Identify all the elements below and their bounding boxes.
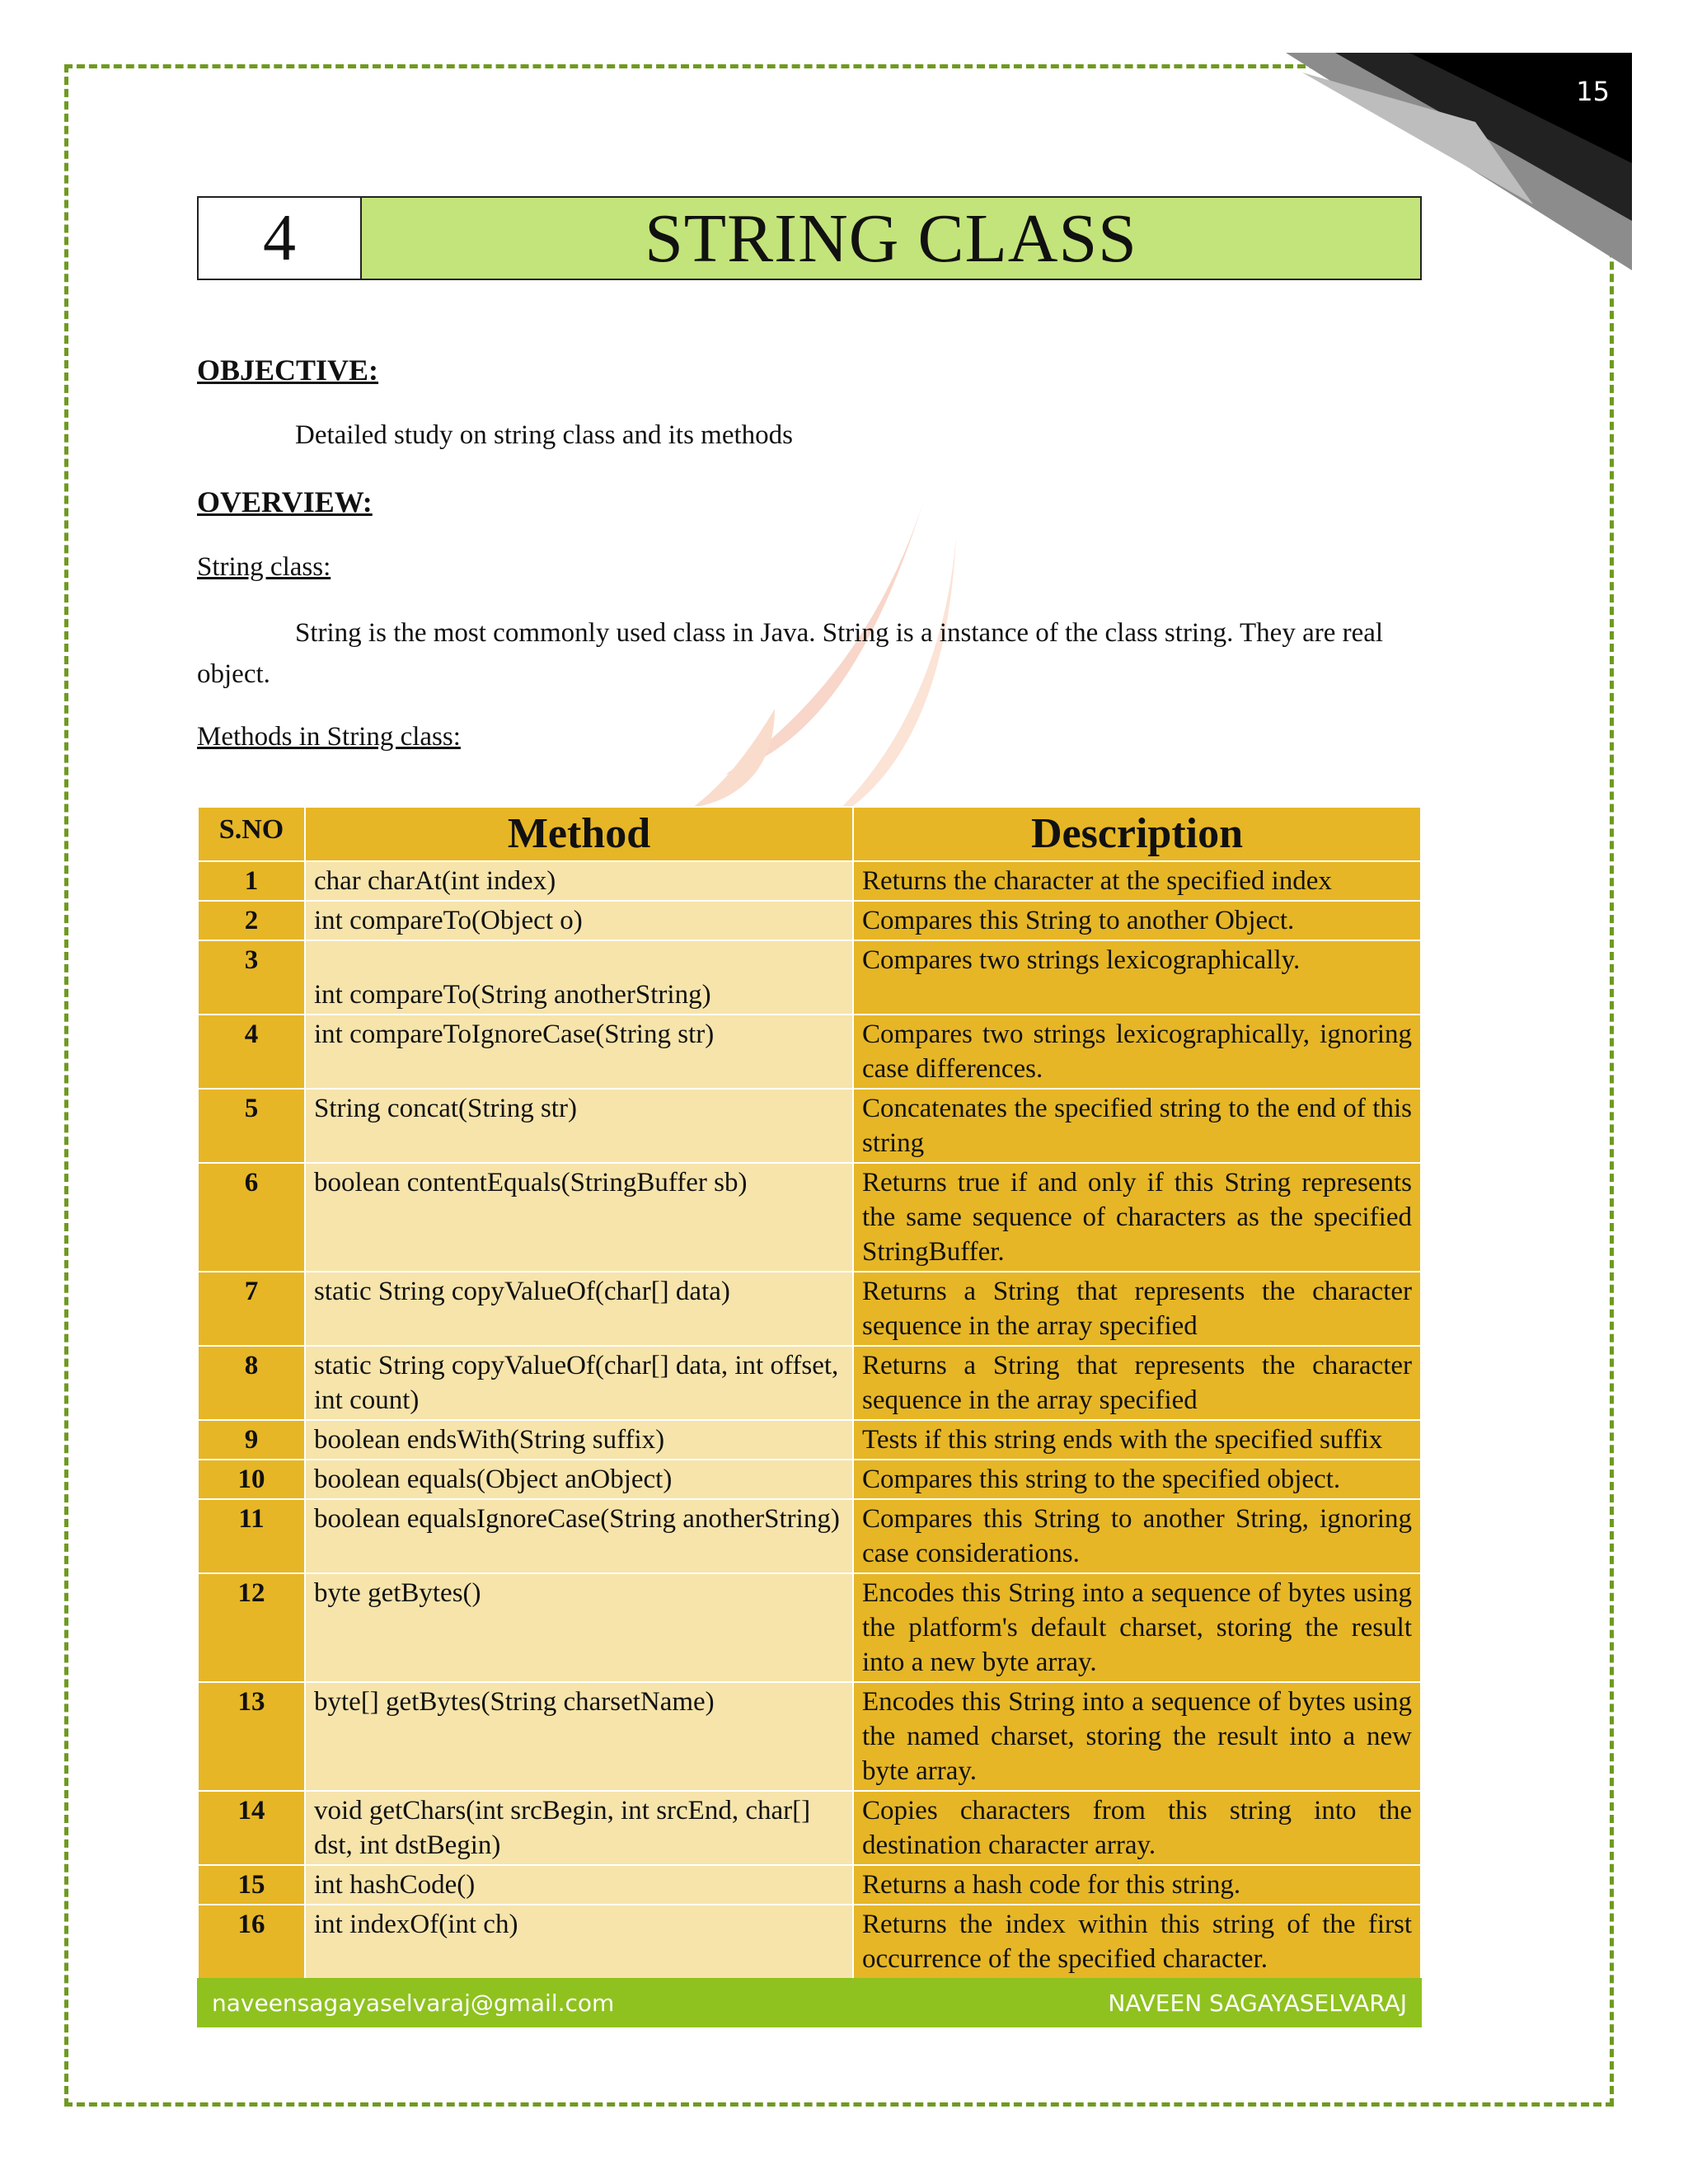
footer-author: NAVEEN SAGAYASELVARAJ: [1108, 1989, 1407, 2017]
table-row: [198, 1905, 1421, 1979]
row-sno: 5: [198, 1089, 305, 1163]
header-description: Description: [853, 807, 1421, 861]
row-description: Compares two strings lexicographically.: [853, 940, 1421, 1015]
row-sno: 7: [198, 1272, 305, 1346]
row-method: byte getBytes(): [305, 1573, 853, 1682]
objective-heading: OBJECTIVE:: [197, 354, 379, 387]
table-row: [198, 1682, 1421, 1791]
row-method: int compareToIgnoreCase(String str): [305, 1015, 853, 1089]
row-description: Concatenates the specified string to the end of this string: [853, 1089, 1421, 1163]
row-sno: 1: [198, 861, 305, 901]
row-description: Compares this string to the specified object.: [853, 1460, 1421, 1499]
table-row: [198, 1346, 1421, 1420]
table-row: [198, 861, 1421, 901]
row-method: char charAt(int index): [305, 861, 853, 901]
objective-text: Detailed study on string class and its methods: [295, 420, 794, 450]
table-row: [198, 1272, 1421, 1346]
methods-table: [197, 806, 1422, 1980]
chapter-header: [197, 196, 1422, 280]
table-row: [198, 940, 1421, 1015]
row-method: String concat(String str): [305, 1089, 853, 1163]
table-row: [198, 1499, 1421, 1573]
row-sno: 3: [198, 940, 305, 1015]
row-description: Returns true if and only if this String represents the same sequence of characters as the specified StringBuffer.: [853, 1163, 1421, 1272]
table-row: [198, 1791, 1421, 1865]
table-row: [198, 901, 1421, 940]
overview-heading: OVERVIEW:: [197, 485, 373, 518]
string-class-subheading: String class:: [197, 552, 331, 582]
row-description: Copies characters from this string into the destination character array.: [853, 1791, 1421, 1865]
row-description: Encodes this String into a sequence of bytes using the platform's default charset, storing the result into a new byte array.: [853, 1573, 1421, 1682]
row-sno: 8: [198, 1346, 305, 1420]
row-sno: 16: [198, 1905, 305, 1979]
row-description: Returns a String that represents the character sequence in the array specified: [853, 1346, 1421, 1420]
row-method: boolean contentEquals(StringBuffer sb): [305, 1163, 853, 1272]
row-sno: 9: [198, 1420, 305, 1460]
table-row: [198, 1089, 1421, 1163]
row-description: Compares two strings lexicographically, ignoring case differences.: [853, 1015, 1421, 1089]
chapter-number: 4: [199, 198, 362, 279]
page-footer: [197, 1978, 1422, 2027]
table-row: [198, 1163, 1421, 1272]
chapter-title: STRING CLASS: [362, 198, 1420, 279]
row-method: int indexOf(int ch): [305, 1905, 853, 1979]
page-number: 15: [1576, 76, 1610, 107]
overview-paragraph-line1: String is the most commonly used class in Java. String is a instance of the class string. They are real: [295, 618, 1384, 648]
table-row: [198, 1015, 1421, 1089]
row-method: boolean endsWith(String suffix): [305, 1420, 853, 1460]
row-sno: 13: [198, 1682, 305, 1791]
row-method: static String copyValueOf(char[] data, int offset, int count): [305, 1346, 853, 1420]
row-description: Returns a hash code for this string.: [853, 1865, 1421, 1905]
row-description: Returns the index within this string of the first occurrence of the specified character.: [853, 1905, 1421, 1979]
footer-email: naveensagayaselvaraj@gmail.com: [212, 1989, 615, 2017]
row-method: static String copyValueOf(char[] data): [305, 1272, 853, 1346]
row-sno: 6: [198, 1163, 305, 1272]
table-row: [198, 1865, 1421, 1905]
overview-paragraph-line2: object.: [197, 659, 270, 689]
row-description: Tests if this string ends with the specified suffix: [853, 1420, 1421, 1460]
row-method: byte[] getBytes(String charsetName): [305, 1682, 853, 1791]
row-sno: 4: [198, 1015, 305, 1089]
watermark-logo: [676, 503, 1022, 832]
row-description: Returns the character at the specified index: [853, 861, 1421, 901]
header-sno: S.NO: [198, 807, 305, 861]
methods-subheading: Methods in String class:: [197, 722, 461, 752]
row-sno: 14: [198, 1791, 305, 1865]
row-sno: 15: [198, 1865, 305, 1905]
table-row: [198, 1573, 1421, 1682]
row-sno: 10: [198, 1460, 305, 1499]
row-description: Returns a String that represents the character sequence in the array specified: [853, 1272, 1421, 1346]
row-description: Encodes this String into a sequence of bytes using the named charset, storing the result into a new byte array.: [853, 1682, 1421, 1791]
row-method: int compareTo(Object o): [305, 901, 853, 940]
table-row: [198, 1460, 1421, 1499]
row-sno: 2: [198, 901, 305, 940]
row-sno: 11: [198, 1499, 305, 1573]
row-method: boolean equals(Object anObject): [305, 1460, 853, 1499]
row-method: int hashCode(): [305, 1865, 853, 1905]
table-header-row: [198, 807, 1421, 861]
table-row: [198, 1420, 1421, 1460]
row-description: Compares this String to another String, ignoring case considerations.: [853, 1499, 1421, 1573]
row-method: boolean equalsIgnoreCase(String anotherString): [305, 1499, 853, 1573]
header-method: Method: [305, 807, 853, 861]
row-description: Compares this String to another Object.: [853, 901, 1421, 940]
row-sno: 12: [198, 1573, 305, 1682]
row-method: int compareTo(String anotherString): [305, 940, 853, 1015]
row-method: void getChars(int srcBegin, int srcEnd, char[] dst, int dstBegin): [305, 1791, 853, 1865]
